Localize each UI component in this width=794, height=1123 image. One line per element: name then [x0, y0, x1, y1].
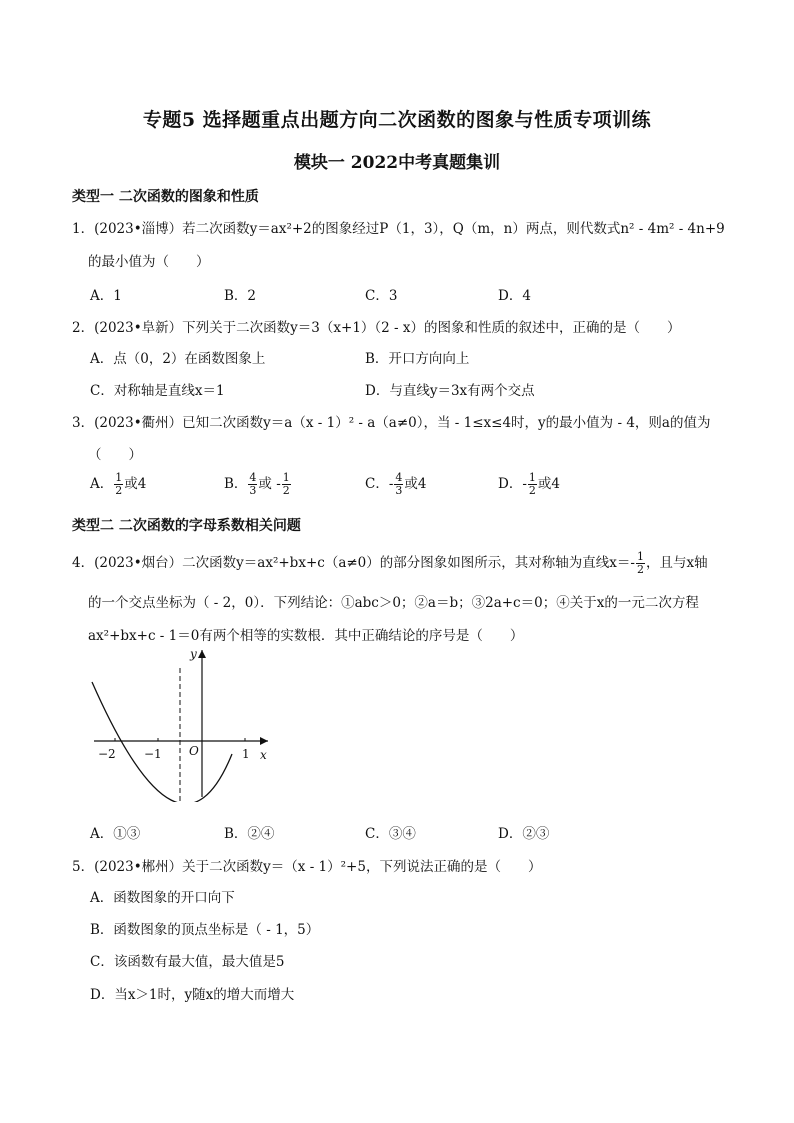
fraction-numerator: 1	[115, 471, 123, 484]
fraction-numerator: 4	[249, 471, 257, 484]
origin-label: O	[189, 744, 199, 758]
question-5-option-d: D．当x＞1时，y随x的增大而增大	[90, 987, 295, 1003]
fraction-numerator: 1	[528, 471, 536, 484]
question-1-option-a: A．1	[90, 288, 122, 304]
fraction-denominator: 2	[115, 484, 123, 497]
section-heading-1: 类型一 二次函数的图象和性质	[72, 189, 259, 205]
question-4-line-3: ax²+bx+c - 1＝0有两个相等的实数根．其中正确结论的序号是（ ）	[88, 628, 524, 644]
parabola-graph	[86, 642, 276, 802]
tick-label-1: 1	[242, 747, 250, 761]
parabola-curve	[92, 682, 232, 802]
question-4-option-a: A．①③	[90, 826, 141, 842]
question-4-line-2: 的一个交点坐标为（ - 2，0）．下列结论：①abc＞0；②a＝b；③2a+c＝0；④关于x的一元二次方程	[88, 595, 699, 611]
y-axis-label: y	[190, 647, 197, 661]
question-1-option-d: D．4	[498, 288, 531, 304]
question-5-line-1: 5．(2023•郴州）关于二次函数y＝（x - 1）²+5，下列说法正确的是（ ）	[72, 859, 542, 875]
fraction	[248, 472, 257, 497]
tick-label-neg2: −2	[98, 747, 116, 761]
option-a-prefix: A．	[90, 476, 114, 492]
question-3-line-2: （ ）	[88, 447, 142, 463]
tick-label-neg1: −1	[144, 747, 162, 761]
option-d-suffix: 或4	[537, 476, 560, 492]
option-b-prefix: B．	[224, 476, 248, 492]
x-axis-label: x	[260, 748, 267, 762]
question-2-option-b: B．开口方向向上	[365, 351, 470, 367]
question-2-option-c: C．对称轴是直线x＝1	[90, 383, 225, 399]
question-5-option-c: C．该函数有最大值，最大值是5	[90, 954, 285, 970]
question-3-option-a	[90, 472, 146, 497]
x-axis-arrow	[260, 737, 268, 745]
question-5-option-a: A．函数图象的开口向下	[90, 890, 235, 906]
question-2-line-1: 2．(2023•阜新）下列关于二次函数y＝3（x+1）（2 - x）的图象和性质的叙述中，正确的是（ ）	[72, 320, 681, 336]
fraction-denominator: 3	[249, 484, 257, 497]
option-b-mid: 或 -	[258, 476, 281, 492]
question-2-option-a: A．点（0，2）在函数图象上	[90, 351, 266, 367]
page-subtitle: 模块一 2022中考真题集训	[293, 153, 501, 173]
question-3-line-1: 3．(2023•衢州）已知二次函数y＝a（x - 1）² - a（a≠0），当 - 1≤x≤4时，y的最小值为 - 4，则a的值为	[72, 415, 711, 431]
fraction-numerator: 1	[636, 550, 644, 563]
question-3-option-b	[224, 472, 292, 497]
fraction-numerator: 1	[282, 471, 290, 484]
fraction-denominator: 2	[528, 484, 536, 497]
question-3-option-d	[498, 472, 560, 497]
question-4-line-1	[72, 551, 732, 576]
question-1-line-1: 1．(2023•淄博）若二次函数y＝ax²+2的图象经过P（1，3），Q（m，n）两点，则代数式n² - 4m² - 4n+9	[72, 221, 725, 237]
question-5-option-b: B．函数图象的顶点坐标是（ - 1，5）	[90, 922, 320, 938]
question-4-line-1-tail: ，且与x轴	[645, 555, 708, 571]
fraction-denominator: 3	[395, 484, 403, 497]
question-3-option-c	[365, 472, 427, 497]
page-title: 专题5 选择题重点出题方向二次函数的图象与性质专项训练	[142, 109, 652, 131]
fraction	[282, 472, 291, 497]
y-axis-arrow	[198, 650, 206, 658]
option-d-prefix: D．-	[498, 476, 527, 492]
question-1-option-b: B．2	[224, 288, 257, 304]
question-4-line-1-text: 4．(2023•烟台）二次函数y＝ax²+bx+c（a≠0）的部分图象如图所示，其对称轴为直线x＝-	[72, 555, 635, 571]
question-4-option-d: D．②③	[498, 826, 550, 842]
option-a-suffix: 或4	[124, 476, 147, 492]
fraction	[528, 472, 537, 497]
question-1-line-2: 的最小值为（ ）	[88, 254, 210, 270]
question-1-option-c: C．3	[365, 288, 398, 304]
question-4-option-c: C．③④	[365, 826, 416, 842]
fraction	[394, 472, 403, 497]
fraction	[636, 551, 645, 576]
question-4-option-b: B．②④	[224, 826, 275, 842]
option-c-suffix: 或4	[404, 476, 427, 492]
option-c-prefix: C．-	[365, 476, 394, 492]
fraction-numerator: 4	[395, 471, 403, 484]
fraction	[114, 472, 123, 497]
question-2-option-d: D．与直线y＝3x有两个交点	[365, 383, 535, 399]
section-heading-2: 类型二 二次函数的字母系数相关问题	[72, 518, 301, 534]
fraction-denominator: 2	[282, 484, 290, 497]
fraction-denominator: 2	[636, 563, 644, 576]
